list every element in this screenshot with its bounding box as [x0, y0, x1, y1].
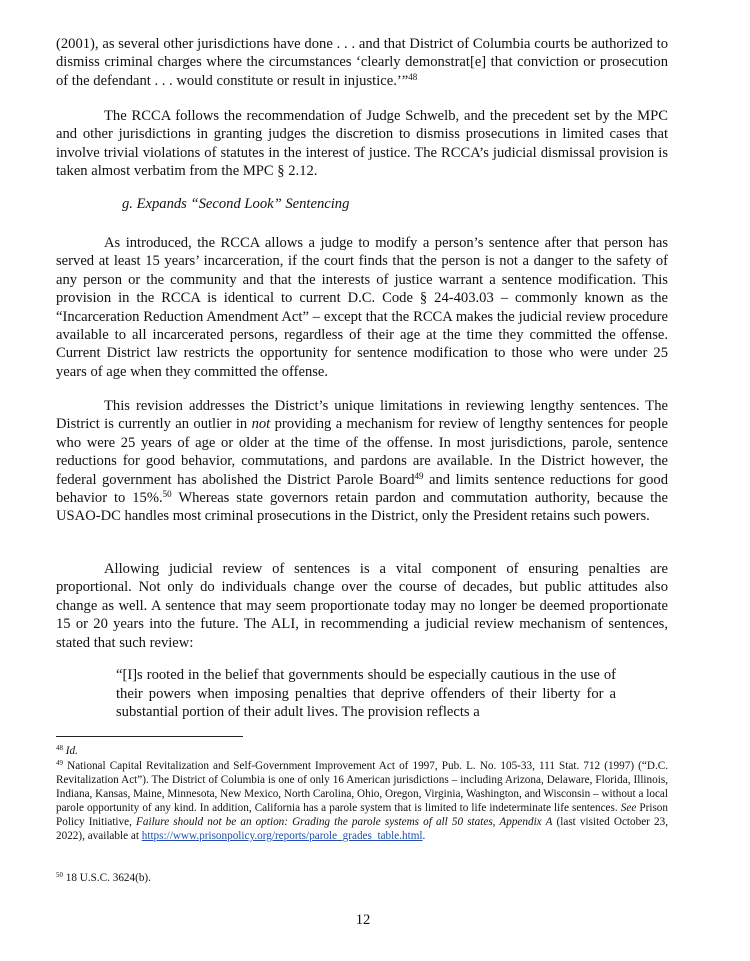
- footnote-48: $^{48}$ Id.: [56, 744, 78, 757]
- paragraph-2: The RCCA follows the recommendation of Judge Schwelb, and the precedent set by the MPC and other jurisdictions in granting judges the discretion to dismiss prosecutions in limited cases that involve trivial violations of statutes in the interest of justice. The RCCA’s judicial dismissal provision is taken almost verbatim from the MPC § 2.12.: [56, 108, 668, 180]
- block-quote: “[I]s rooted in the belief that governments should be especially cautious in the use of their powers when imposing penalties that deprive offenders of their liberty for a substantial portion of their adult lives. The provision reflects a: [116, 667, 616, 721]
- prison-policy-link[interactable]: https://www.prisonpolicy.org/reports/parole_grades_table.html: [141, 830, 423, 842]
- footnote-ref-49[interactable]: 49: [414, 470, 424, 481]
- footnote-49: $^{49}$ National Capital Revitalization and Self-Government Improvement Act of 1997, Pub. L. No. 105-33, 111 Stat. 712 (1997) (“D.C. Revitalization Act”). The District of Columbia is one of only 16 American jurisdictions – including Arizona, Delaware, Florida, Illinois, Indiana, Kansas, Maine, Minnesota, New Mexico, North Carolina, Ohio, Oregon, Virginia, Washington, and Wisconsin – without a local parole opportunity of any kind. In addition, California has a parole system that is limited to life indeterminate life sentences. See Prison Policy Initiative, Failure should not be an option: Grading the parole systems of all 50 states, Appendix A (last visited October 23, 2022), available at https://www.prisonpolicy.org/reports/parole_grades_table.html.: [56, 759, 669, 842]
- paragraph-3: As introduced, the RCCA allows a judge to modify a person’s sentence after that person has served at least 15 years’ incarceration, if the court finds that the person is not a danger to the safety of any person or the community and that the interests of justice warrant a sentence modification. This provision in the RCCA is identical to current D.C. Code § 24-403.03 – commonly known as the “Incarceration Reduction Amendment Act” – except that the RCCA makes the judicial review procedure available to all incarcerated persons, regardless of their age at the time they committed the offense. Current District law restricts the opportunity for sentence modification to those who were under 25 years of age when they committed the offense.: [56, 235, 668, 380]
- section-heading: g. Expands “Second Look” Sentencing: [122, 196, 350, 212]
- paragraph-4: This revision addresses the District’s unique limitations in reviewing lengthy sentences. The District is currently an outlier in not providing a mechanism for review of lengthy sentences for people who were 25 years of age or older at the time of the offense. In most jurisdictions, parole, sentence reductions for good behavior, commutations, and pardons are available. In the District however, the federal government has abolished the District Parole Board$^{49}$ and limits sentence reductions for good behavior to 15%.$^{50}$ Whereas state governors retain pardon and commutation authority, because the USAO-DC handles most criminal prosecutions in the District, only the President retains such powers.: [56, 398, 668, 525]
- footnote-ref-50[interactable]: 50: [162, 489, 172, 500]
- footnote-50: $^{50}$ 18 U.S.C. 3624(b).: [56, 871, 151, 884]
- paragraph-1-text: (2001), as several other jurisdictions have done . . . and that District of Columbia courts be authorized to dismiss criminal charges where the circumstances ‘clearly demonstrat[e] that conviction or prosecution of the defendant . . . would constitute or result in injustice.’”: [56, 36, 668, 89]
- footnote-ref-48[interactable]: 48: [408, 71, 418, 82]
- paragraph-5: Allowing judicial review of sentences is a vital component of ensuring penalties are proportional. Not only do individuals change over the course of decades, but public attitudes also change as well. A sentence that may seem proportionate today may no longer be deemed proportionate 15 or 20 years into the future. The ALI, in recommending a judicial review mechanism of sentences, stated that such review:: [56, 561, 668, 651]
- paragraph-1: [56, 35, 668, 90]
- page-number: 12: [355, 912, 371, 928]
- emphasis-not: not: [251, 416, 271, 433]
- footnote-divider: [56, 736, 243, 737]
